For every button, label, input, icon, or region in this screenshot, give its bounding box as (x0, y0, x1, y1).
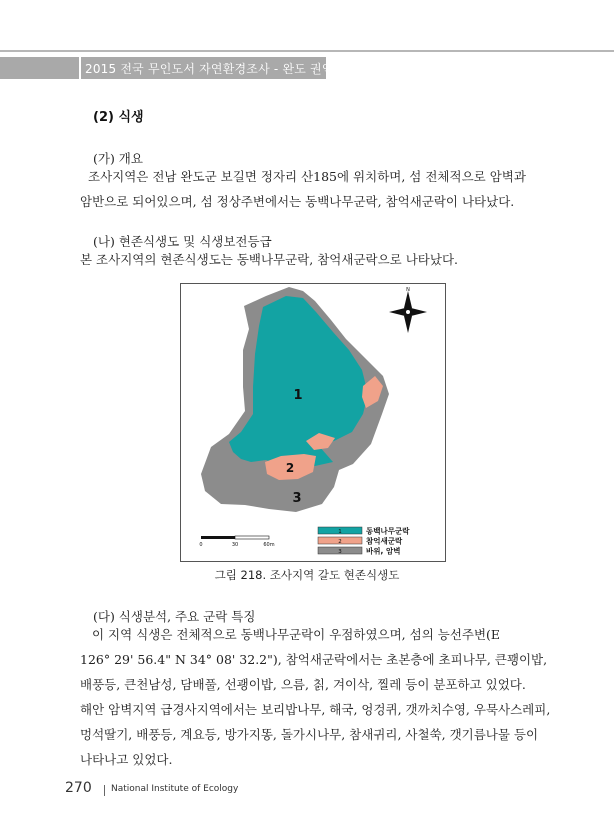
legend-label: 바위, 암벽 (366, 546, 401, 556)
footer-divider (104, 785, 105, 796)
header-tick (79, 57, 81, 79)
compass-icon (389, 291, 427, 333)
text-line: 본 조사지역의 현존식생도는 동백나무군락, 참억새군락으로 나타났다. (80, 252, 458, 267)
section-title: (2) 식생 (93, 110, 144, 125)
page-number: 270 (65, 780, 92, 796)
text-line: 이 지역 식생은 전체적으로 동백나무군락이 우점하였으며, 섬의 능선주변(E (92, 627, 501, 642)
header-rule (0, 50, 614, 52)
text-line: 조사지역은 전남 완도군 보길면 정자리 산185에 위치하며, 섬 전체적으로 암벽과 (88, 169, 526, 184)
legend-num: 1 (338, 529, 342, 535)
figure-caption: 그림 218. 조사지역 갈도 현존식생도 (214, 568, 400, 582)
running-header-title: 2015 전국 무인도서 자연환경조사 - 완도 권역 (85, 62, 334, 76)
region-label: 1 (293, 388, 303, 403)
legend-num: 2 (338, 539, 342, 545)
scale-tick-label: 30 (231, 542, 239, 548)
text-line: 배풍등, 큰천남성, 담배풀, 선괭이밥, 으름, 칡, 겨이삭, 찔레 등이 분포하고 있었다. (80, 677, 526, 692)
legend-num: 3 (338, 549, 342, 555)
text-line: 해안 암벽지역 급경사지역에서는 보리밥나무, 해국, 엉겅퀴, 갯까치수영, 우묵사스레피, (80, 702, 551, 717)
scale-tick-label: 0 (199, 542, 203, 548)
subsection-heading-analysis: (다) 식생분석, 주요 군락 특징 (93, 609, 256, 624)
scale-bar (201, 536, 269, 539)
subsection-heading-overview: (가) 개요 (93, 151, 143, 166)
overview-paragraph (80, 164, 532, 214)
map-legend (318, 526, 410, 556)
vegetation-map-paragraph (80, 247, 532, 272)
analysis-paragraph (80, 622, 551, 772)
vegetation-map (181, 284, 445, 561)
text-line: 멍석딸기, 배풍등, 계요등, 방가지똥, 돌가시나무, 참새귀리, 사철쑥, 갯기름나물 등이 (80, 727, 539, 742)
north-label: N (406, 287, 410, 293)
running-header (0, 57, 334, 79)
footer-institution: National Institute of Ecology (111, 784, 239, 794)
text-line: 나타나고 있었다. (80, 752, 173, 767)
region-label: 2 (285, 461, 295, 475)
legend-label: 참억새군락 (366, 536, 403, 546)
text-line: 암반으로 되어있으며, 섬 정상주변에서는 동백나무군락, 참억새군락이 나타났다. (80, 194, 515, 209)
vegetation-map-figure (180, 283, 446, 562)
legend-label: 동백나무군락 (366, 526, 410, 536)
scale-tick-label: 60m (263, 542, 275, 548)
text-line: 126° 29' 56.4" N 34° 08' 32.2"), 참억새군락에서는 초본층에 초피나무, 큰꽹이밥, (80, 652, 548, 667)
subsection-heading-vegetation-map: (나) 현존식생도 및 식생보전등급 (93, 234, 272, 249)
region-label: 3 (292, 491, 302, 506)
